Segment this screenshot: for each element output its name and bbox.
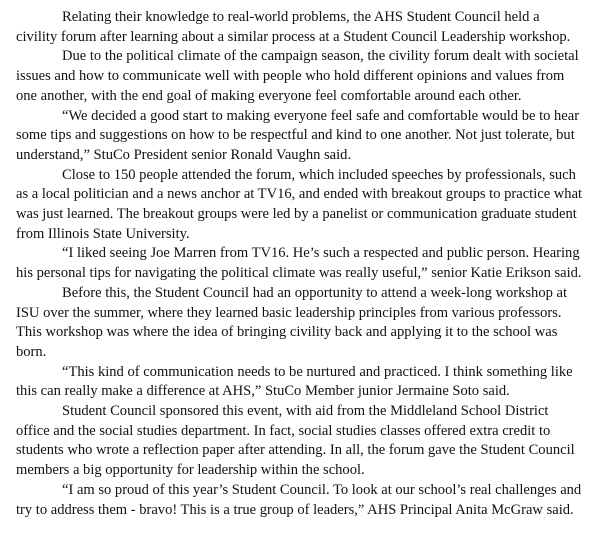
paragraph-attendance: Close to 150 people attended the forum, which included speeches by professionals, such as a local politician and a news anchor at TV16, and ended with breakout groups to practice what was just learned. The breakout groups were led by a panelist or communication graduate student from Illinois State University. xyxy=(16,166,583,242)
paragraph-erikson-quote: “I liked seeing Joe Marren from TV16. He’s such a respected and public person. Hearing his personal tips for navigating the political climate was really useful,” senior Katie Erikson said. xyxy=(16,245,582,282)
paragraph-intro: Relating their knowledge to real-world problems, the AHS Student Council held a civility forum after learning about a similar process at a Student Council Leadership workshop. xyxy=(16,9,571,45)
paragraph-soto-quote: “This kind of communication needs to be nurtured and practiced. I think something like this can really make a difference at AHS,” StuCo Member junior Jermaine Soto said. xyxy=(16,363,573,400)
paragraph-mcgraw-quote: “I am so proud of this year’s Student Council. To look at our school’s real challenges and try to address them - bravo! This is a true group of leaders,” AHS Principal Anita McGraw said. xyxy=(16,481,582,518)
paragraph-workshop: Before this, the Student Council had an opportunity to attend a week-long workshop at ISU over the summer, where they learned basic leadership principles from various professors. This workshop was where the idea of bringing civility back and applying it to the school was born. xyxy=(16,284,567,360)
paragraph-political-climate: Due to the political climate of the campaign season, the civility forum dealt with societal issues and how to communicate well with people who hold different opinions and values from one another, with the end goal of making everyone feel comfortable around each other. xyxy=(16,48,579,104)
paragraph-sponsors: Student Council sponsored this event, with aid from the Middleland School District office and the social studies department. In fact, social studies classes offered extra credit to students who wrote a reflection paper after attending. In all, the forum gave the Student Council members a big opportunity for leadership within the school. xyxy=(16,403,575,479)
paragraph-vaughn-quote: “We decided a good start to making everyone feel safe and comfortable would be to hear some tips and suggestions on how to be respectful and kind to one another. Not just tolerate, but understand,” StuCo President senior Ronald Vaughn said. xyxy=(16,107,580,163)
